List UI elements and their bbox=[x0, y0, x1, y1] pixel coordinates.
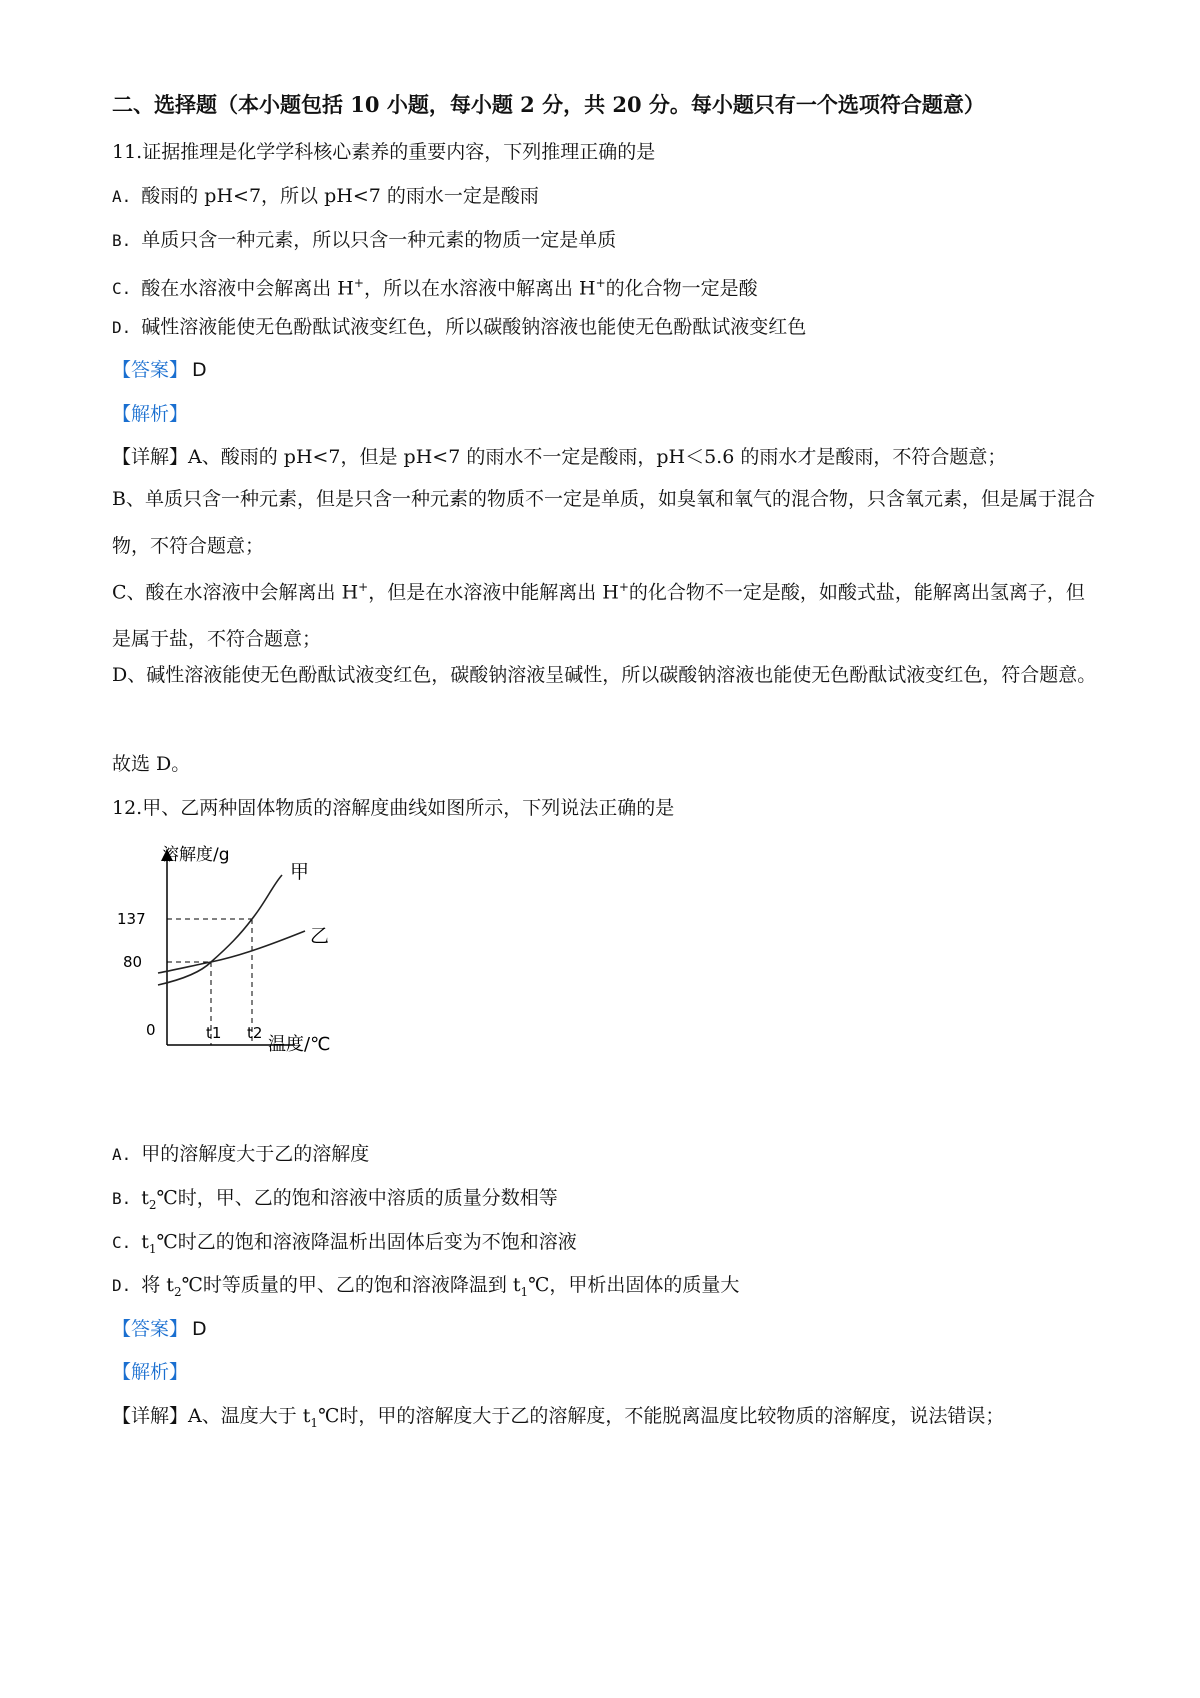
option-text: ℃时等质量的甲、乙的饱和溶液降温到 t bbox=[181, 1274, 521, 1296]
legend-jia: 甲 bbox=[290, 861, 310, 883]
origin-label: 0 bbox=[146, 1021, 156, 1039]
option-letter: D. bbox=[112, 1276, 132, 1295]
q11-option-d bbox=[112, 314, 806, 341]
detail-text: ，但是在水溶液中能解离出 H bbox=[368, 581, 619, 604]
answer-label: 【答案】 bbox=[112, 359, 189, 381]
q12-option-a bbox=[112, 1141, 369, 1168]
option-letter: C. bbox=[112, 1233, 132, 1252]
option-letter: D. bbox=[112, 318, 132, 337]
subscript: 2 bbox=[173, 1284, 182, 1299]
option-text: ℃，甲析出固体的质量大 bbox=[528, 1274, 740, 1296]
q12-option-d bbox=[112, 1272, 739, 1305]
q11-detail-d: D、碱性溶液能使无色酚酞试液变红色，碳酸钠溶液呈碱性，所以碳酸钠溶液也能使无色酚酞试液变红色，符合题意。 bbox=[112, 664, 1097, 686]
option-text: 将 t bbox=[141, 1274, 174, 1296]
detail-text: A、酸雨的 pH<7，但是 pH<7 的雨水不一定是酸雨，pH＜5.6 的雨水才是酸雨，不符合题意； bbox=[188, 446, 1007, 468]
option-letter: A. bbox=[112, 187, 132, 206]
superscript: + bbox=[358, 580, 369, 594]
q11-option-a bbox=[112, 183, 539, 210]
solubility-chart bbox=[117, 835, 390, 1085]
superscript: + bbox=[618, 580, 629, 594]
option-text: t bbox=[141, 1231, 149, 1253]
superscript: + bbox=[353, 276, 364, 290]
analysis-label: 【解析】 bbox=[112, 403, 189, 425]
q11-option-c bbox=[112, 270, 758, 302]
option-letter: A. bbox=[112, 1145, 132, 1164]
detail-text: C、酸在水溶液中会解离出 H bbox=[112, 581, 359, 604]
option-letter: B. bbox=[112, 1189, 132, 1208]
curve-yi bbox=[158, 931, 305, 973]
q11-detail-a bbox=[112, 444, 1006, 470]
option-letter: B. bbox=[112, 231, 132, 250]
answer-value: D bbox=[192, 359, 207, 381]
option-text: 酸在水溶液中会解离出 H bbox=[141, 277, 354, 300]
option-text: 酸雨的 pH<7，所以 pH<7 的雨水一定是酸雨 bbox=[141, 185, 539, 207]
detail-label: 【详解】 bbox=[112, 446, 189, 468]
detail-text: A、温度大于 t bbox=[188, 1405, 311, 1427]
q11-option-b bbox=[112, 227, 616, 254]
superscript: + bbox=[595, 276, 606, 290]
subscript: 1 bbox=[310, 1415, 319, 1430]
x-axis-label: 温度/℃ bbox=[268, 1034, 331, 1055]
option-letter: C. bbox=[112, 279, 132, 299]
analysis-label: 【解析】 bbox=[112, 1361, 189, 1383]
section-title: 二、选择题（本小题包括 10 小题，每小题 2 分，共 20 分。每小题只有一个选项符合题意） bbox=[112, 92, 985, 117]
option-text: ℃时乙的饱和溶液降温析出固体后变为不饱和溶液 bbox=[156, 1231, 577, 1253]
q11-detail-b: B、单质只含一种元素，但是只含一种元素的物质不一定是单质，如臭氧和氧气的混合物，只含氧元素，但是属于混合物，不符合题意； bbox=[112, 488, 1095, 557]
answer-value: D bbox=[192, 1318, 207, 1340]
q11-detail-c bbox=[112, 564, 1102, 663]
q11-conclusion: 故选 D。 bbox=[112, 753, 191, 775]
option-text: 甲的溶解度大于乙的溶解度 bbox=[141, 1143, 370, 1165]
q12-option-c bbox=[112, 1229, 577, 1262]
q12-detail-a bbox=[112, 1403, 1004, 1436]
detail-text: ℃时，甲的溶解度大于乙的溶解度，不能脱离温度比较物质的溶解度，说法错误； bbox=[318, 1405, 1005, 1427]
option-text: 碱性溶液能使无色酚酞试液变红色，所以碳酸钠溶液也能使无色酚酞试液变红色 bbox=[141, 316, 807, 338]
subscript: 2 bbox=[148, 1197, 157, 1212]
x-tick-t1: t1 bbox=[206, 1024, 222, 1042]
q12-option-b bbox=[112, 1185, 558, 1218]
subscript: 1 bbox=[148, 1241, 157, 1256]
y-tick-137: 137 bbox=[117, 910, 146, 928]
legend-yi: 乙 bbox=[310, 925, 330, 947]
option-text: ，所以在水溶液中解离出 H bbox=[363, 277, 596, 300]
x-tick-t2: t2 bbox=[247, 1024, 263, 1042]
detail-text: 的化合物不一定是酸，如酸式盐，能解离出氢离子，但是属于盐，不符合题意； bbox=[112, 581, 1085, 651]
q11-answer bbox=[112, 357, 207, 383]
detail-label: 【详解】 bbox=[112, 1405, 189, 1427]
option-text: ℃时，甲、乙的饱和溶液中溶质的质量分数相等 bbox=[156, 1187, 558, 1209]
option-text: 单质只含一种元素，所以只含一种元素的物质一定是单质 bbox=[141, 229, 617, 251]
option-text: t bbox=[141, 1187, 149, 1209]
q11-analysis bbox=[112, 401, 188, 427]
q11-stem: 11.证据推理是化学学科核心素养的重要内容，下列推理正确的是 bbox=[112, 141, 656, 163]
y-tick-80: 80 bbox=[123, 953, 143, 971]
q12-answer bbox=[112, 1316, 207, 1342]
subscript: 1 bbox=[520, 1284, 529, 1299]
q12-analysis bbox=[112, 1359, 188, 1385]
option-text: 的化合物一定是酸 bbox=[605, 277, 758, 300]
y-axis-label: 溶解度/g bbox=[162, 845, 230, 865]
answer-label: 【答案】 bbox=[112, 1318, 189, 1340]
q12-stem: 12.甲、乙两种固体物质的溶解度曲线如图所示，下列说法正确的是 bbox=[112, 797, 675, 819]
